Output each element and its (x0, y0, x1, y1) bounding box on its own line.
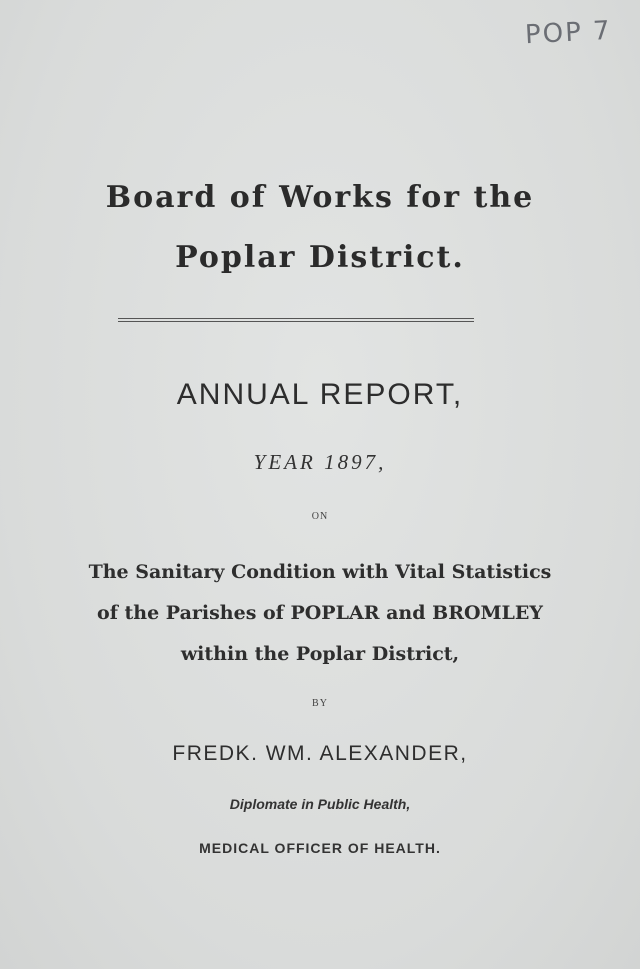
report-title: ANNUAL REPORT, (176, 378, 464, 411)
board-heading-line-1: Board of Works for the (105, 180, 535, 215)
double-rule-divider (118, 318, 474, 322)
description-line-2: of the Parishes of POPLAR and BROMLEY (97, 602, 543, 624)
report-year: YEAR 1897, (253, 450, 387, 474)
by-label: BY (312, 698, 328, 709)
description-line-1: The Sanitary Condition with Vital Statistics (88, 561, 552, 583)
board-heading (0, 168, 640, 288)
catalog-mark: POP 7 (524, 15, 613, 51)
board-heading-line-2: Poplar District. (175, 240, 465, 275)
report-description (0, 552, 640, 675)
on-label: ON (311, 511, 329, 522)
author-name: FREDK. WM. ALEXANDER, (172, 742, 468, 765)
author-diploma: Diplomate in Public Health, (229, 796, 411, 812)
description-line-3: within the Poplar District, (180, 643, 460, 665)
author-office: MEDICAL OFFICER OF HEALTH. (199, 840, 441, 856)
